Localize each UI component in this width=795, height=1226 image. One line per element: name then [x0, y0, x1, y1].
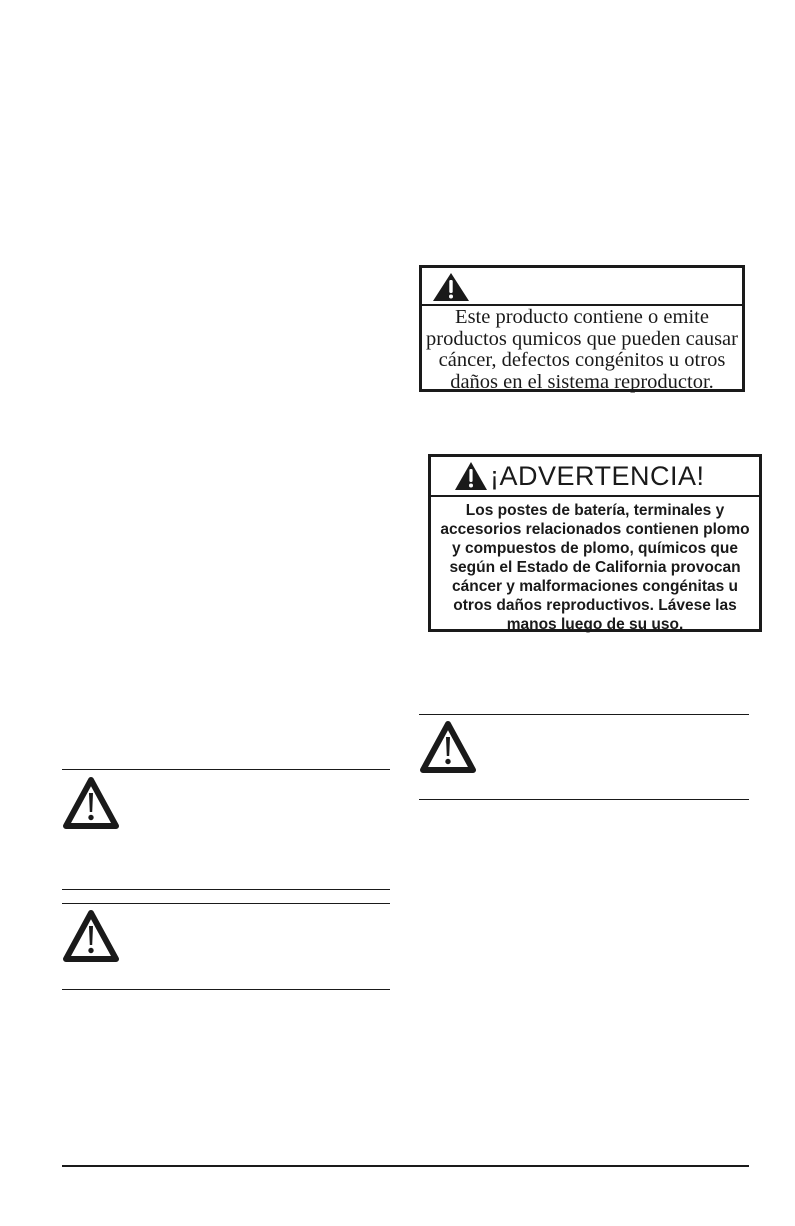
warning-triangle-icon: [454, 461, 488, 491]
warning-triangle-icon: [62, 776, 120, 830]
battery-warning-line: otros daños reproductivos. Lávese las: [453, 597, 737, 614]
battery-warning-line: Los postes de batería, terminales y: [465, 502, 725, 519]
prop65-line: daños en el sistema reproductor.: [450, 370, 714, 393]
warning-triangle-icon: [432, 272, 470, 302]
battery-warning-header: [431, 457, 759, 497]
prop65-warning-text: [422, 306, 742, 393]
battery-warning-line: manos luego de su uso.: [506, 616, 684, 633]
battery-warning-line: según el Estado de California provocan: [449, 559, 741, 576]
prop65-line: Este producto contiene o emite: [455, 306, 709, 328]
battery-warning-title: ¡ADVERTENCIA!: [490, 461, 705, 491]
warning-triangle-icon: [62, 909, 120, 963]
battery-warning-line: accesorios relacionados contienen plomo: [440, 521, 750, 538]
prop65-line: cáncer, defectos congénitos u otros: [438, 349, 726, 371]
warning-block-top-rule: [62, 769, 390, 770]
battery-warning-line: y compuestos de plomo, químicos que: [452, 540, 738, 557]
warning-triangle-icon: [419, 720, 477, 774]
prop65-warning-box: [419, 265, 745, 392]
battery-warning-line: cáncer y malformaciones congénitas u: [452, 578, 738, 595]
warning-block-top-rule: [62, 903, 390, 904]
warning-block-bottom-rule: [419, 799, 749, 800]
prop65-line: productos qumicos que pueden causar: [426, 327, 738, 350]
battery-warning-text: [431, 497, 759, 634]
warning-block-top-rule: [419, 714, 749, 715]
warning-block-bottom-rule: [62, 889, 390, 890]
prop65-warning-header: [422, 268, 742, 306]
footer-rule: [62, 1165, 749, 1167]
warning-block-bottom-rule: [62, 989, 390, 990]
battery-warning-box: [428, 454, 762, 632]
